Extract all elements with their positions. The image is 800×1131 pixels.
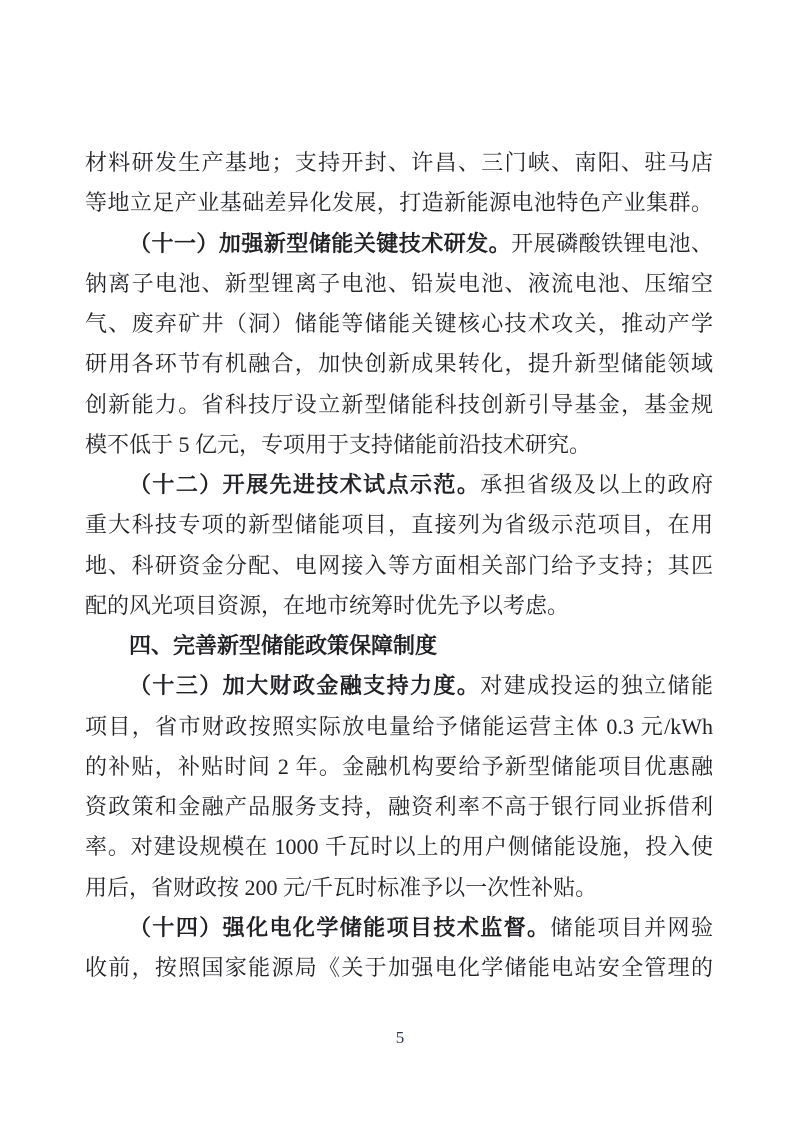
text-line xyxy=(85,787,713,827)
text-segment: 等地立足产业基础差异化发展，打造新能源电池特色产业集群。 xyxy=(85,190,713,216)
bold-text-segment: 四、完善新型储能政策保障制度 xyxy=(129,633,438,658)
text-segment: 率。对建设规模在 1000 千瓦时以上的用户侧储能设施，投入使 xyxy=(85,834,713,860)
text-line xyxy=(85,264,713,304)
text-segment: 钠离子电池、新型锂离子电池、铅炭电池、液流电池、压缩空 xyxy=(85,270,713,296)
document-body xyxy=(85,143,713,988)
text-segment: 材料研发生产基地；支持开封、许昌、三门峡、南阳、驻马店 xyxy=(85,150,713,175)
text-line xyxy=(85,546,713,586)
text-segment: 模不低于 5 亿元，专项用于支持储能前沿技术研究。 xyxy=(85,431,592,457)
text-segment: 配的风光项目资源，在地市统筹时优先予以考虑。 xyxy=(85,592,570,618)
text-segment: 的补贴，补贴时间 2 年。金融机构要给予新型储能项目优惠融 xyxy=(85,753,713,779)
text-line xyxy=(85,948,713,988)
bold-text-segment: （十四）强化电化学储能项目技术监督。 xyxy=(129,914,551,940)
text-segment: 重大科技专项的新型储能项目，直接列为省级示范项目，在用 xyxy=(85,512,713,538)
text-segment: 承担省级及以上的政府 xyxy=(480,472,713,497)
text-segment: 开展磷酸铁锂电池、 xyxy=(511,230,713,256)
text-line xyxy=(85,827,713,867)
text-line xyxy=(85,224,713,264)
text-segment: 项目，省市财政按照实际放电量给予储能运营主体 0.3 元/kWh xyxy=(85,713,713,739)
bold-text-segment: （十一）加强新型储能关键技术研发。 xyxy=(129,230,512,256)
text-line xyxy=(85,425,713,465)
text-line xyxy=(85,666,713,706)
text-line xyxy=(85,344,713,384)
text-line xyxy=(85,505,713,545)
text-segment: 地、科研资金分配、电网接入等方面相关部门给予支持；其匹 xyxy=(85,552,713,578)
text-segment: 气、废弃矿井（洞）储能等储能关键核心技术攻关，推动产学 xyxy=(85,311,713,336)
text-segment: 储能项目并网验 xyxy=(550,914,713,940)
bold-text-segment: （十三）加大财政金融支持力度。 xyxy=(129,673,481,699)
text-line xyxy=(85,908,713,948)
page-number: 5 xyxy=(395,1028,405,1047)
text-line xyxy=(85,143,713,183)
text-line xyxy=(85,868,713,908)
text-line xyxy=(85,586,713,626)
text-line xyxy=(85,626,713,666)
text-line xyxy=(85,747,713,787)
text-line xyxy=(85,183,713,223)
text-line xyxy=(85,304,713,344)
text-line xyxy=(85,465,713,505)
text-line xyxy=(85,385,713,425)
text-segment: 收前，按照国家能源局《关于加强电化学储能电站安全管理的 xyxy=(85,955,713,980)
text-line xyxy=(85,707,713,747)
text-segment: 研用各环节有机融合，加快创新成果转化，提升新型储能领域 xyxy=(85,351,713,377)
bold-text-segment: （十二）开展先进技术试点示范。 xyxy=(129,472,481,497)
text-segment: 资政策和金融产品服务支持，融资利率不高于银行同业拆借利 xyxy=(85,794,713,819)
text-segment: 对建成投运的独立储能 xyxy=(480,673,713,699)
text-segment: 创新能力。省科技厅设立新型储能科技创新引导基金，基金规 xyxy=(85,391,713,417)
text-segment: 用后，省财政按 200 元/千瓦时标准予以一次性补贴。 xyxy=(85,874,598,900)
